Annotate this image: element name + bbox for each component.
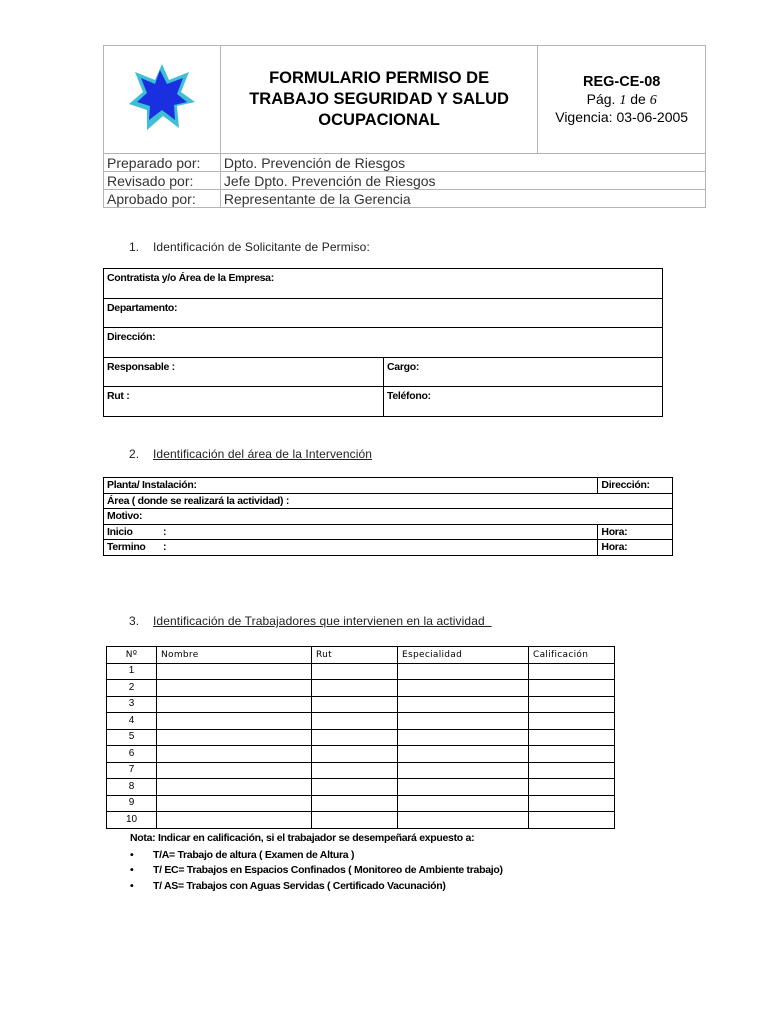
form-title-line-1: FORMULARIO PERMISO DE xyxy=(269,69,490,87)
col-name-header: Nombre xyxy=(157,647,312,664)
specialty-cell[interactable] xyxy=(398,696,529,713)
name-cell[interactable] xyxy=(157,663,312,680)
section-1-heading xyxy=(129,240,370,254)
position-field[interactable]: Cargo: xyxy=(384,357,663,387)
reviewed-by-label: Revisado por: xyxy=(104,172,221,190)
applicant-table xyxy=(103,268,663,417)
qualification-cell[interactable] xyxy=(529,713,615,730)
row-number: 7 xyxy=(107,762,157,779)
table-row xyxy=(107,779,615,796)
phone-field[interactable]: Teléfono: xyxy=(384,387,663,417)
rut-cell[interactable] xyxy=(312,680,398,697)
qualification-cell[interactable] xyxy=(529,779,615,796)
rut-cell[interactable] xyxy=(312,746,398,763)
form-title-line-2: TRABAJO SEGURIDAD Y SALUD xyxy=(249,90,509,108)
row-number: 9 xyxy=(107,795,157,812)
row-number: 6 xyxy=(107,746,157,763)
section-1-number: 1. xyxy=(129,240,140,254)
end-hour-field[interactable]: Hora: xyxy=(598,540,673,556)
table-row xyxy=(107,795,615,812)
specialty-cell[interactable] xyxy=(398,795,529,812)
address-field[interactable]: Dirección: xyxy=(104,328,663,358)
section-2-heading xyxy=(129,447,372,461)
col-specialty-header: Especialidad xyxy=(398,647,529,664)
section-3-number: 3. xyxy=(129,614,140,628)
prepared-by-label: Preparado por: xyxy=(104,154,221,172)
company-logo xyxy=(104,46,221,154)
row-number: 8 xyxy=(107,779,157,796)
rut-cell[interactable] xyxy=(312,663,398,680)
name-cell[interactable] xyxy=(157,762,312,779)
name-cell[interactable] xyxy=(157,680,312,697)
qualification-cell[interactable] xyxy=(529,729,615,746)
note-intro: Nota: Indicar en calificación, si el trabajador se desempeñará expuesto a: xyxy=(130,832,475,844)
row-number: 2 xyxy=(107,680,157,697)
qualification-cell[interactable] xyxy=(529,663,615,680)
reason-field[interactable]: Motivo: xyxy=(104,509,673,525)
rut-cell[interactable] xyxy=(312,696,398,713)
bullet-icon: • xyxy=(130,864,134,876)
intervention-address-field[interactable]: Dirección: xyxy=(598,478,673,494)
specialty-cell[interactable] xyxy=(398,746,529,763)
col-qualification-header: Calificación xyxy=(529,647,615,664)
col-number-header: Nº xyxy=(107,647,157,664)
start-field[interactable] xyxy=(104,524,598,540)
col-rut-header: Rut xyxy=(312,647,398,664)
qualification-note xyxy=(130,831,503,894)
rut-cell[interactable] xyxy=(312,812,398,829)
section-2-number: 2. xyxy=(129,447,140,461)
form-title-line-3: OCUPACIONAL xyxy=(318,111,440,129)
rut-cell[interactable] xyxy=(312,795,398,812)
approved-by-value: Representante de la Gerencia xyxy=(220,190,705,208)
note-item: • T/ EC= Trabajos en Espacios Confinados ( Monitoreo de Ambiente trabajo) xyxy=(130,863,503,879)
department-field[interactable]: Departamento: xyxy=(104,298,663,328)
qualification-cell[interactable] xyxy=(529,696,615,713)
specialty-cell[interactable] xyxy=(398,713,529,730)
document-code: REG-CE-08 xyxy=(582,73,661,90)
reviewed-by-value: Jefe Dpto. Prevención de Riesgos xyxy=(220,172,705,190)
row-number: 4 xyxy=(107,713,157,730)
section-2-title: Identificación del área de la Intervención xyxy=(153,447,373,461)
rut-cell[interactable] xyxy=(312,779,398,796)
plant-field[interactable]: Planta/ Instalación: xyxy=(104,478,598,494)
end-field[interactable] xyxy=(104,540,598,556)
row-number: 10 xyxy=(107,812,157,829)
rut-cell[interactable] xyxy=(312,762,398,779)
rut-cell[interactable] xyxy=(312,713,398,730)
name-cell[interactable] xyxy=(157,713,312,730)
specialty-cell[interactable] xyxy=(398,812,529,829)
document-code-block xyxy=(538,46,706,154)
document-header xyxy=(103,45,706,208)
note-list xyxy=(130,848,503,895)
name-cell[interactable] xyxy=(157,746,312,763)
page-indicator xyxy=(538,91,705,109)
rut-field[interactable]: Rut : xyxy=(104,387,384,417)
bullet-icon: • xyxy=(130,879,134,892)
page-label: Pág. xyxy=(586,90,616,107)
page-total: 6 xyxy=(649,92,657,108)
approved-by-label: Aprobado por: xyxy=(104,190,221,208)
bullet-icon: • xyxy=(130,848,134,861)
specialty-cell[interactable] xyxy=(398,779,529,796)
start-label: Inicio xyxy=(107,525,133,538)
qualification-cell[interactable] xyxy=(529,795,615,812)
rut-cell[interactable] xyxy=(312,729,398,746)
end-colon: : xyxy=(163,541,167,554)
qualification-cell[interactable] xyxy=(529,812,615,829)
row-number: 3 xyxy=(107,696,157,713)
row-number: 5 xyxy=(107,729,157,746)
workers-table xyxy=(106,646,615,829)
validity-date: Vigencia: 03-06-2005 xyxy=(555,108,689,125)
page-of-label: de xyxy=(630,90,646,107)
table-row xyxy=(107,812,615,829)
section-3-heading xyxy=(129,614,492,628)
responsible-field[interactable]: Responsable : xyxy=(104,357,384,387)
table-row xyxy=(107,762,615,779)
end-label: Termino xyxy=(107,541,146,554)
table-row xyxy=(107,746,615,763)
name-cell[interactable] xyxy=(157,696,312,713)
form-title xyxy=(220,46,537,154)
table-row xyxy=(107,680,615,697)
specialty-cell[interactable] xyxy=(398,680,529,697)
qualification-cell[interactable] xyxy=(529,746,615,763)
row-number: 1 xyxy=(107,663,157,680)
table-row xyxy=(107,713,615,730)
name-cell[interactable] xyxy=(157,812,312,829)
workers-table-header xyxy=(107,647,615,664)
star-logo-icon xyxy=(127,62,197,132)
name-cell[interactable] xyxy=(157,729,312,746)
start-colon: : xyxy=(163,525,167,538)
specialty-cell[interactable] xyxy=(398,663,529,680)
note-item: • T/ AS= Trabajos con Aguas Servidas ( Certificado Vacunación) xyxy=(130,879,503,895)
prepared-by-value: Dpto. Prevención de Riesgos xyxy=(220,154,705,172)
name-cell[interactable] xyxy=(157,779,312,796)
intervention-area-table xyxy=(103,477,673,556)
specialty-cell[interactable] xyxy=(398,729,529,746)
table-row xyxy=(107,729,615,746)
page-number: 1 xyxy=(619,92,627,108)
contractor-field[interactable]: Contratista y/o Área de la Empresa: xyxy=(104,269,663,299)
qualification-cell[interactable] xyxy=(529,762,615,779)
section-1-title: Identificación de Solicitante de Permiso: xyxy=(153,240,370,254)
qualification-cell[interactable] xyxy=(529,680,615,697)
section-3-title: Identificación de Trabajadores que intervienen en la actividad xyxy=(153,614,485,628)
specialty-cell[interactable] xyxy=(398,762,529,779)
table-row xyxy=(107,663,615,680)
start-hour-field[interactable]: Hora: xyxy=(598,524,673,540)
name-cell[interactable] xyxy=(157,795,312,812)
note-item: • T/A= Trabajo de altura ( Examen de Altura ) xyxy=(130,848,503,864)
area-field[interactable]: Área ( donde se realizará la actividad) : xyxy=(104,493,673,509)
table-row xyxy=(107,696,615,713)
